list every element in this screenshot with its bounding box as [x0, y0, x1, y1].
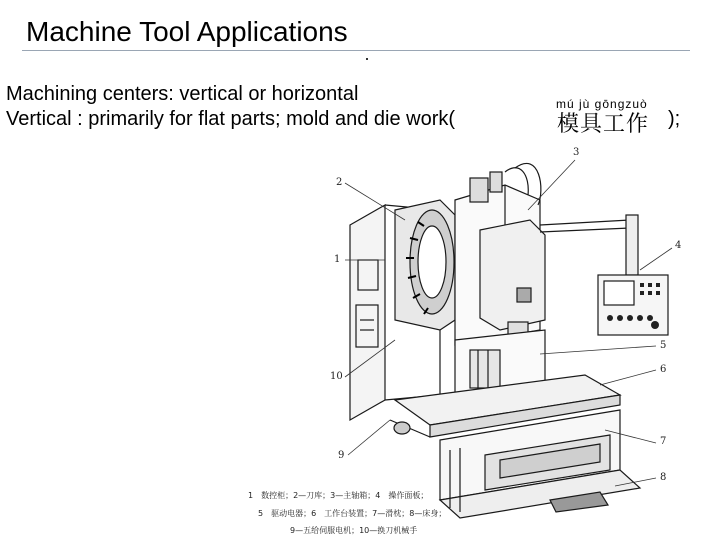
operator-panel — [540, 215, 668, 335]
pinyin-annotation: mú jù gōngzuò — [556, 97, 648, 111]
figure-caption-line-3: 9—五给伺服电机；10—换刀机械手 — [290, 526, 418, 535]
callout-5: 5 — [660, 340, 667, 351]
chinese-term: 模具工作 — [557, 112, 650, 137]
callout-8: 8 — [660, 472, 667, 483]
callout-9: 9 — [338, 450, 345, 461]
slide-title: Machine Tool Applications — [26, 16, 348, 47]
figure-caption-line-2: 5 驱动电器；6 工作台装置；7—滑枕；8—床身； — [258, 509, 447, 518]
figure-caption-line-1: 1 数控柜；2—刀库；3—主轴箱；4 操作面板； — [248, 491, 429, 500]
closing-parenthesis: ); — [668, 108, 681, 130]
callout-1: 1 — [334, 254, 341, 265]
callout-7: 7 — [660, 436, 667, 447]
bullet-vertical: Vertical : primarily for flat parts; mold and die work( — [6, 108, 456, 130]
bullet-machining-centers: Machining centers: vertical or horizontal — [6, 83, 359, 105]
callout-10: 10 — [330, 371, 343, 382]
callout-2: 2 — [336, 177, 343, 188]
callout-4: 4 — [675, 240, 682, 251]
callout-3: 3 — [573, 147, 580, 158]
callout-6: 6 — [660, 364, 667, 375]
